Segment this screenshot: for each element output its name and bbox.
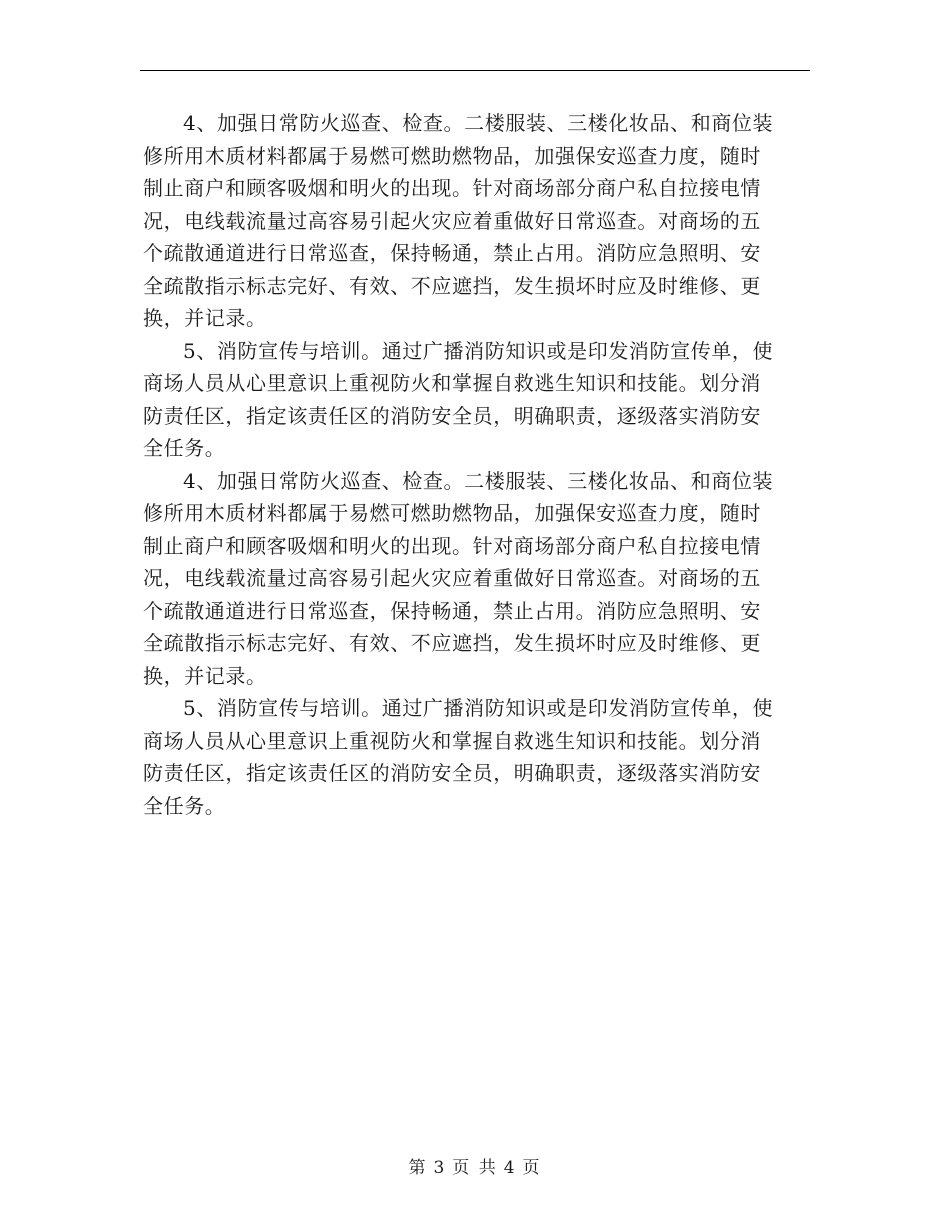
- paragraph-fire-training: 5、消防宣传与培训。通过广播消防知识或是印发消防宣传单，使 商场人员从心里意识上重视防火和掌握自救逃生知识和技能。划分消 防责任区，指定该责任区的消防安全员，明确职责，逐级落实消防安 全任务。: [143, 338, 774, 460]
- page-footer: [0, 1153, 950, 1178]
- footer-suffix: 页: [522, 1158, 542, 1178]
- paragraph-fire-patrol-repeat: 4、加强日常防火巡查、检查。二楼服装、三楼化妆品、和商位装 修所用木质材料都属于易燃可燃助燃物品，加强保安巡查力度，随时 制止商户和顾客吸烟和明火的出现。针对商场部分商户私自拉接电情 况，电线载流量过高容易引起火灾应着重做好日常巡查。对商场的五 个疏散通道进行日常巡查，保持畅通，禁止占用。消防应急照明、安 全疏散指示标志完好、有效、不应遮挡，发生损坏时应及时维修、更 换，并记录。: [143, 468, 774, 688]
- footer-total-pages: 4: [503, 1158, 517, 1178]
- document-body: [143, 107, 809, 822]
- paragraph-fire-training-repeat: 5、消防宣传与培训。通过广播消防知识或是印发消防宣传单，使 商场人员从心里意识上重视防火和掌握自救逃生知识和技能。划分消 防责任区，指定该责任区的消防安全员，明确职责，逐级落实消防安 全任务。: [143, 696, 774, 818]
- footer-middle: 页 共: [452, 1158, 498, 1178]
- footer-current-page: 3: [433, 1158, 447, 1178]
- footer-prefix: 第: [408, 1158, 428, 1178]
- paragraph-fire-patrol: 4、加强日常防火巡查、检查。二楼服装、三楼化妆品、和商位装 修所用木质材料都属于易燃可燃助燃物品，加强保安巡查力度，随时 制止商户和顾客吸烟和明火的出现。针对商场部分商户私自拉接电情 况，电线载流量过高容易引起火灾应着重做好日常巡查。对商场的五 个疏散通道进行日常巡查，保持畅通，禁止占用。消防应急照明、安 全疏散指示标志完好、有效、不应遮挡，发生损坏时应及时维修、更 换，并记录。: [143, 111, 774, 330]
- header-rule: [140, 70, 810, 71]
